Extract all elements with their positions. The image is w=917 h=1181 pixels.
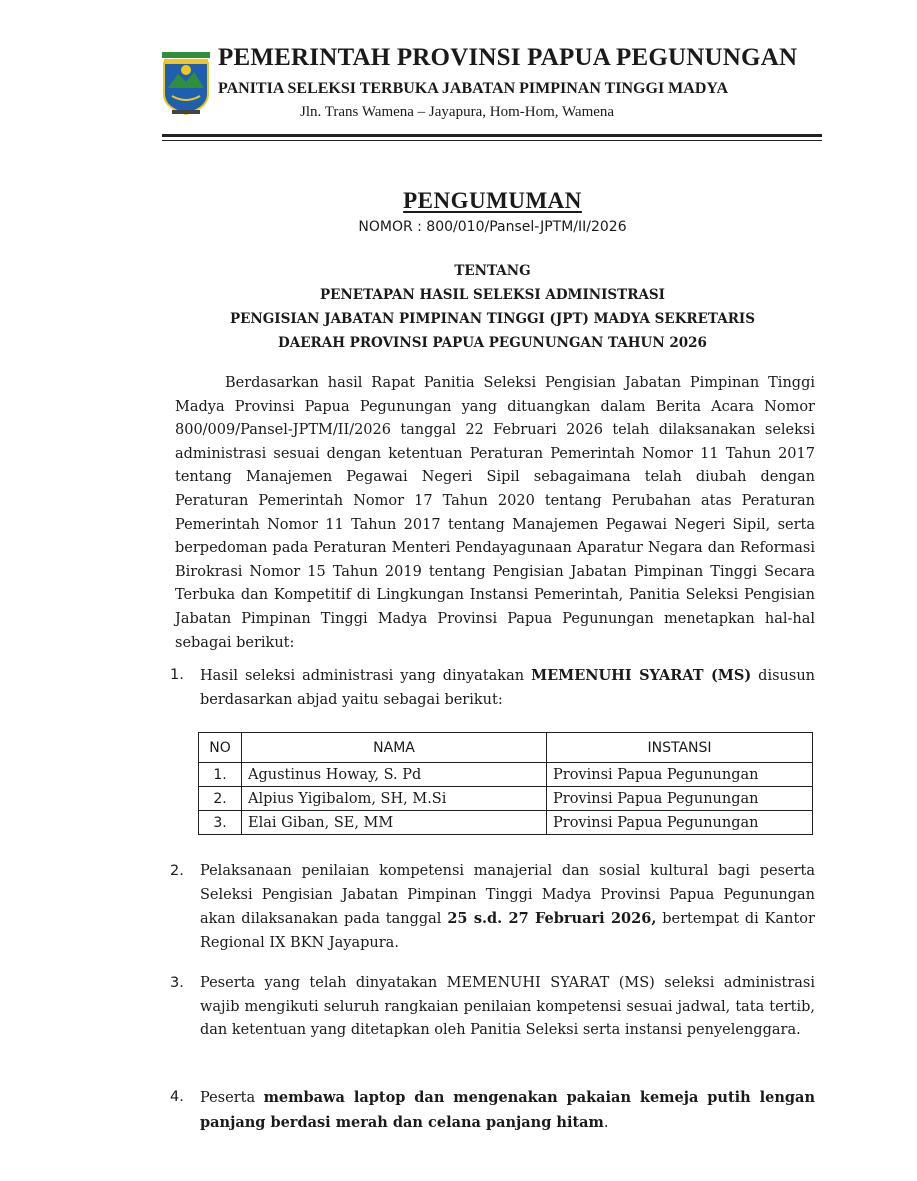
letterhead-committee-name: PANITIA SELEKSI TERBUKA JABATAN PIMPINAN TINGGI MADYA bbox=[218, 80, 729, 97]
column-header-nama: NAMA bbox=[242, 733, 547, 763]
cell-instansi: Provinsi Papua Pegunungan bbox=[547, 763, 813, 787]
intro-paragraph bbox=[175, 372, 815, 655]
cell-nama: Alpius Yigibalom, SH, M.Si bbox=[242, 787, 547, 811]
list-item bbox=[170, 860, 815, 955]
letterhead-government-name: PEMERINTAH PROVINSI PAPUA PEGUNUNGAN bbox=[218, 44, 798, 71]
letterhead-divider-thick bbox=[162, 134, 822, 137]
about-label: TENTANG bbox=[454, 263, 531, 279]
list-item bbox=[170, 1086, 815, 1135]
list-item-text: Peserta yang telah dinyatakan MEMENUHI SYARAT (MS) seleksi administrasi wajib mengikuti seluruh rangkaian penilaian kompetensi sesuai jadwal, tata tertib, dan ketentuan yang ditetapkan oleh Panitia Seleksi serta instansi penyelenggara. bbox=[200, 975, 815, 1039]
cell-instansi: Provinsi Papua Pegunungan bbox=[547, 811, 813, 835]
list-item bbox=[170, 972, 815, 1043]
letterhead-divider-thin bbox=[162, 140, 822, 141]
table-row bbox=[199, 811, 813, 835]
subject-line: DAERAH PROVINSI PAPUA PEGUNUNGAN TAHUN 2026 bbox=[278, 335, 707, 351]
cell-nama: Agustinus Howay, S. Pd bbox=[242, 763, 547, 787]
column-header-no: NO bbox=[199, 733, 242, 763]
cell-no: 2. bbox=[199, 787, 242, 811]
intro-paragraph-text: Berdasarkan hasil Rapat Panitia Seleksi Pengisian Jabatan Pimpinan Tinggi Madya Provinsi Papua Pegunungan yang dituangkan dalam Berita Acara Nomor 800/009/Pansel-JPTM/II/2026 tanggal 22 Februari 2026 telah dilaksanakan seleksi administrasi sesuai dengan ketentuan Peraturan Pemerintah Nomor 11 Tahun 2017 tentang Manajemen Pegawai Negeri Sipil sebagaimana telah diubah dengan Peraturan Pemerintah Nomor 17 Tahun 2020 tentang Perubahan atas Peraturan Pemerintah Nomor 11 Tahun 2017 tentang Manajemen Pegawai Negeri Sipil, serta berpedoman pada Peraturan Menteri Pendayagunaan Aparatur Negara dan Reformasi Birokrasi Nomor 15 Tahun 2019 tentang Pengisian Jabatan Pimpinan Tinggi Secara Terbuka dan Kompetitif di Lingkungan Instansi Pemerintah, Panitia Seleksi Pengisian Jabatan Pimpinan Tinggi Madya Provinsi Papua Pegunungan menetapkan hal-hal sebagai berikut: bbox=[175, 375, 815, 651]
subject-line: PENETAPAN HASIL SELEKSI ADMINISTRASI bbox=[320, 287, 665, 303]
list-item-text: Peserta membawa laptop dan mengenakan pakaian kemeja putih lengan panjang berdasi merah dan celana panjang hitam. bbox=[200, 1089, 815, 1131]
table-header-row bbox=[199, 733, 813, 763]
list-item-number: 2. bbox=[170, 863, 184, 879]
subject-line: PENGISIAN JABATAN PIMPINAN TINGGI (JPT) MADYA SEKRETARIS bbox=[229, 311, 756, 327]
cell-no: 1. bbox=[199, 763, 242, 787]
cell-no: 3. bbox=[199, 811, 242, 835]
list-item-number: 4. bbox=[170, 1089, 184, 1105]
list-item-number: 1. bbox=[170, 667, 184, 683]
table-row bbox=[199, 787, 813, 811]
list-item bbox=[170, 664, 815, 712]
announcement-title: PENGUMUMAN bbox=[403, 188, 582, 213]
cell-nama: Elai Giban, SE, MM bbox=[242, 811, 547, 835]
candidates-table bbox=[198, 732, 813, 835]
column-header-instansi: INSTANSI bbox=[547, 733, 813, 763]
provincial-coat-of-arms-icon bbox=[158, 48, 214, 118]
table-row bbox=[199, 763, 813, 787]
list-item-number: 3. bbox=[170, 975, 184, 991]
letterhead-address: Jln. Trans Wamena – Jayapura, Hom-Hom, Wamena bbox=[300, 104, 615, 120]
list-item-text: Hasil seleksi administrasi yang dinyatakan MEMENUHI SYARAT (MS) disusun berdasarkan abjad yaitu sebagai berikut: bbox=[200, 667, 815, 708]
list-item-text: Pelaksanaan penilaian kompetensi manajerial dan sosial kultural bagi peserta Seleksi Pengisian Jabatan Pimpinan Tinggi Madya Provinsi Papua Pegunungan akan dilaksanakan pada tanggal 25 s.d. 27 Februari 2026, bertempat di Kantor Regional IX BKN Jayapura. bbox=[200, 863, 815, 951]
cell-instansi: Provinsi Papua Pegunungan bbox=[547, 787, 813, 811]
announcement-number: NOMOR : 800/010/Pansel-JPTM/II/2026 bbox=[358, 219, 627, 235]
